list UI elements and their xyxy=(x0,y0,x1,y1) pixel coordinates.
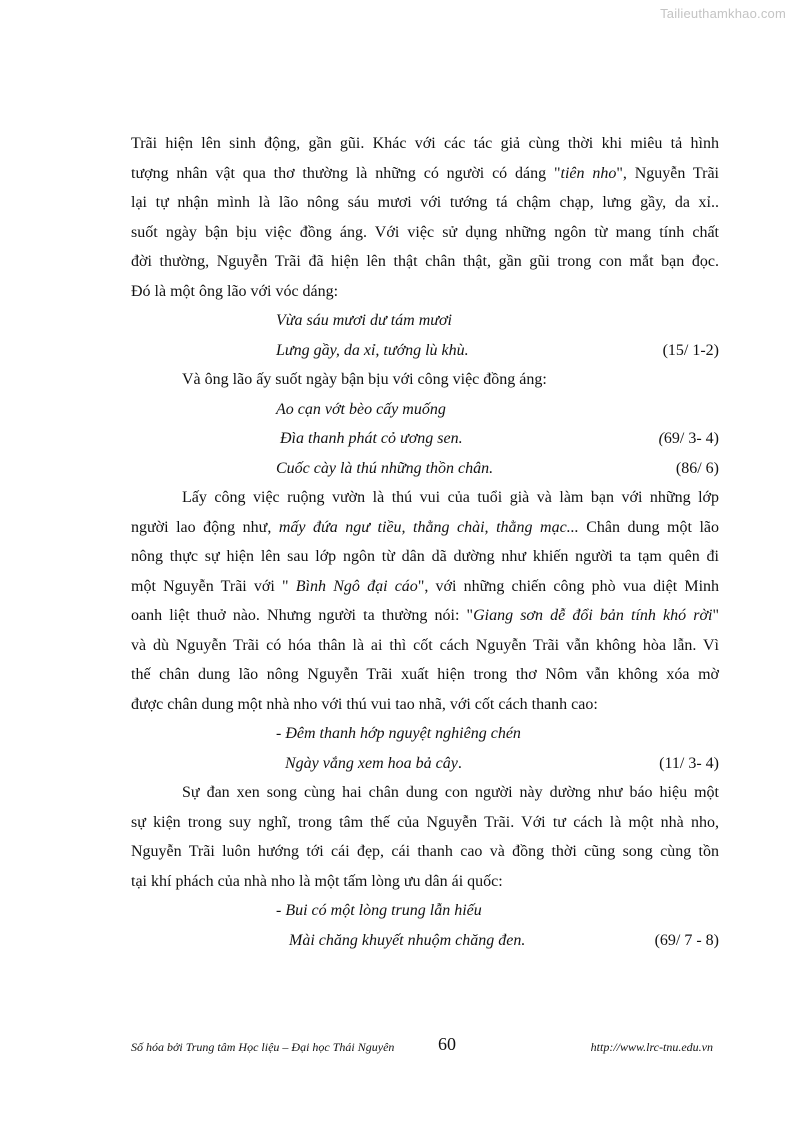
paren-open: ( xyxy=(658,430,664,447)
verse-text: Đìa thanh phát cỏ ương sen. xyxy=(280,430,463,447)
text-run: ", Nguyễn Trãi xyxy=(616,164,720,182)
text-line: sự kiện trong suy nghĩ, trong tâm thế của Nguyễn Trãi. Với tư cách là một nhà nho, xyxy=(131,813,719,831)
verse-2-line-2 xyxy=(131,424,719,454)
italic-term: tiên nho xyxy=(560,164,617,182)
text-line: đời thường, Nguyễn Trãi đã hiện lên thật chân thật, gần gũi trong con mắt bạn đọc. xyxy=(131,253,719,270)
text-line: lại tự nhận mình là lão nông sáu mươi với tướng tá chậm chạp, lưng gầy, da xỉ.. xyxy=(131,194,719,211)
verse-reference: (86/ 6) xyxy=(675,459,719,477)
text-line: thế chân dung lão nông Nguyễn Trãi xuất hiện trong thơ Nôm vẫn không xóa mờ xyxy=(131,666,719,683)
paragraph-2: Và ông lão ấy suốt ngày bận bịu với công việc đồng áng: xyxy=(182,371,547,388)
verse-text: Lưng gầy, da xỉ, tướng lù khù. xyxy=(276,341,469,359)
verse-text: - Bui có một lòng trung lẫn hiếu xyxy=(276,902,482,919)
verse-text: Mài chăng khuyết nhuộm chăng đen. xyxy=(289,931,526,949)
verse-3-line-2 xyxy=(131,749,719,779)
text-line: được chân dung một nhà nho với thú vui tao nhã, với cốt cách thanh cao: xyxy=(131,695,598,713)
verse-period: . xyxy=(457,754,462,772)
verse-text: Ao cạn vớt bèo cấy muống xyxy=(276,400,446,418)
footer-credit: Số hóa bởi Trung tâm Học liệu – Đại học Thái Nguyên xyxy=(131,1040,395,1054)
verse-3-line-1 xyxy=(131,719,719,749)
paragraph-1 xyxy=(131,129,719,306)
verse-1-line-1 xyxy=(131,306,719,336)
text-line xyxy=(131,159,719,189)
text-line xyxy=(131,601,719,631)
reference-text: 69/ 3- 4) xyxy=(663,430,719,447)
page-body xyxy=(131,129,719,955)
verse-reference: (11/ 3- 4) xyxy=(659,754,719,772)
verse-text: Vừa sáu mươi dư tám mươi xyxy=(276,312,452,329)
text-run: oanh liệt thuở nào. Nhưng người ta thường nói: " xyxy=(131,607,474,624)
verse-1-line-2 xyxy=(131,336,719,366)
text-run: tượng nhân vật qua thơ thường là những có người có dáng " xyxy=(131,164,561,182)
text-run: Chân dung một lão xyxy=(578,518,719,536)
verse-reference: (15/ 1-2) xyxy=(662,341,719,359)
text-line: tại khí phách của nhà nho là một tấm lòng ưu dân ái quốc: xyxy=(131,872,503,890)
text-line xyxy=(131,513,719,543)
verse-4-line-1 xyxy=(131,896,719,926)
verse-reference xyxy=(659,424,719,454)
text-run: một Nguyễn Trãi với " xyxy=(131,577,296,595)
watermark: Tailieuthamkhao.com xyxy=(660,6,786,21)
text-line: nông thực sự hiện lên sau lớp ngôn từ dân dã dường như khiến người ta tạm quên đi xyxy=(131,548,719,565)
text-run: " xyxy=(712,607,720,624)
paragraph-3 xyxy=(131,483,719,719)
paragraph-4 xyxy=(131,778,719,896)
text-line: và dù Nguyễn Trãi có hóa thân là ai thì cốt cách Nguyễn Trãi vẫn không hòa lẫn. Vì xyxy=(131,636,719,654)
page-number: 60 xyxy=(438,1034,456,1054)
text-line xyxy=(131,572,719,602)
text-run: người lao động như, xyxy=(131,518,279,536)
text-line: Nguyễn Trãi luôn hướng tới cái đẹp, cái thanh cao và đồng thời cũng song cùng tồn xyxy=(131,843,719,860)
verse-text: Ngày vắng xem hoa bả cây xyxy=(285,754,458,772)
text-line: Trãi hiện lên sinh động, gần gũi. Khác với các tác giả cùng thời khi miêu tả hình xyxy=(131,135,719,152)
work-title: Bình Ngô đại cáo xyxy=(295,577,418,595)
italic-proverb: Giang sơn dễ đổi bản tính khó rời xyxy=(473,607,713,624)
text-run: ", với những chiến công phò vua diệt Minh xyxy=(417,577,720,595)
footer-url[interactable]: http://www.lrc-tnu.edu.vn xyxy=(590,1040,713,1054)
text-line: Sự đan xen song cùng hai chân dung con người này dường như báo hiệu một xyxy=(182,784,719,801)
verse-4-line-2 xyxy=(131,926,719,956)
verse-reference: (69/ 7 - 8) xyxy=(654,931,719,949)
text-line: suốt ngày bận bịu việc đồng áng. Với việc sử dụng những ngôn từ mang tính chất xyxy=(131,223,719,241)
verse-2-line-3 xyxy=(131,454,719,484)
verse-text: - Đêm thanh hớp nguyệt nghiêng chén xyxy=(276,725,521,742)
verse-text: Cuốc cày là thú những thồn chân. xyxy=(276,459,494,477)
page-footer xyxy=(131,1034,719,1064)
text-line: Lấy công việc ruộng vườn là thú vui của tuổi già và làm bạn với những lớp xyxy=(182,489,719,506)
verse-2-line-1 xyxy=(131,395,719,425)
italic-quote: mấy đứa ngư tiều, thằng chài, thằng mạc... xyxy=(278,518,579,536)
text-line: Đó là một ông lão với vóc dáng: xyxy=(131,282,339,300)
